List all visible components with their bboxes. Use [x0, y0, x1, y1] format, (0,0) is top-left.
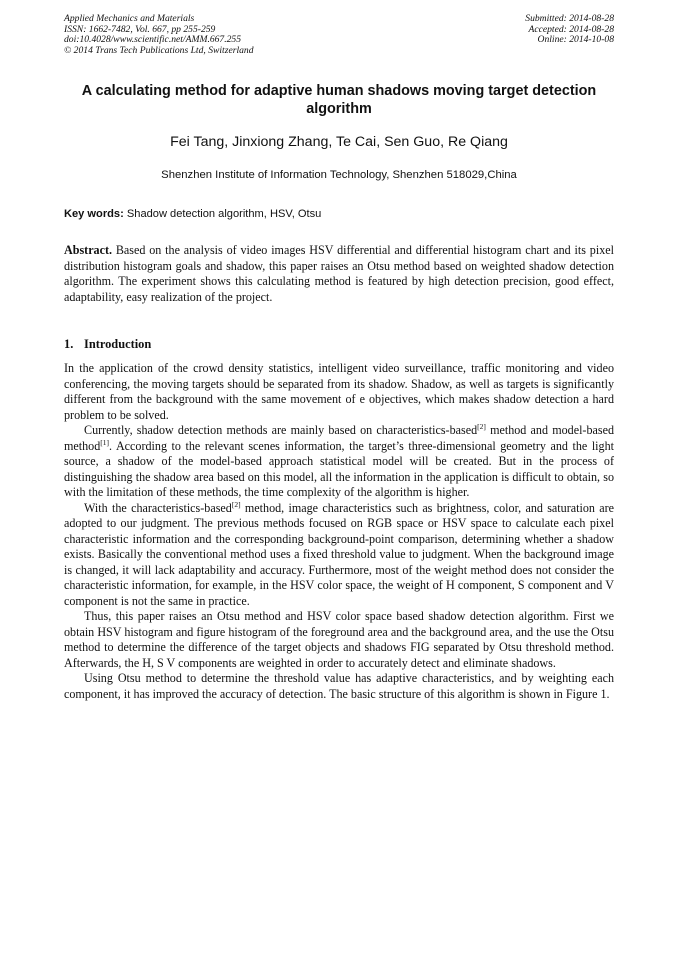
- date-submitted: Submitted: 2014-08-28: [525, 13, 614, 24]
- paragraph-2-part-c: . According to the relevant scenes information, the target’s three-dimensional geometry and the light source, a shadow of the model-based approach statistical model will be created. But in the process of distinguishing the shadow area based on this model, all the information in the application is difficult to obtain, so with the limitation of these methods, the time complexity of the algorithm is higher.: [64, 438, 614, 499]
- paper-title: A calculating method for adaptive human shadows moving target detection algorithm: [81, 83, 597, 117]
- paragraph-2-part-b: method and model-based method: [64, 423, 614, 453]
- keywords-text: Shadow detection algorithm, HSV, Otsu: [123, 208, 322, 220]
- abstract-label: Abstract.: [64, 243, 113, 257]
- submission-dates: [525, 14, 614, 46]
- journal-copyright: © 2014 Trans Tech Publications Ltd, Switzerland: [64, 44, 254, 56]
- date-online: Online: 2014-10-08: [537, 34, 614, 46]
- paragraph-2: [64, 423, 614, 501]
- paragraph-3-part-b: method, image characteristics such as brightness, color, and saturation are adopted to our judgment. The previous methods focused on RGB space or HSV space to calculate each pixel characteristic information and the corresponding background-point comparison, determining whether a shadow exists. Basically the conventional method uses a fixed threshold value to judgment. When the background image is changed, it will lack adaptability and accuracy. Furthermore, most of the weight method does not consider the characteristic information, for example, in the HSV color space, the weight of H component, S component and V component is not the same in practice.: [64, 500, 614, 608]
- journal-issn: ISSN: 1662-7482, Vol. 667, pp 255-259: [64, 23, 216, 35]
- paper-authors: Fei Tang, Jinxiong Zhang, Te Cai, Sen Guo, Re Qiang: [170, 134, 508, 150]
- paragraph-1: In the application of the crowd density statistics, intelligent video surveillance, traffic monitoring and video conferencing, the moving targets should be separated from its shadow. Shadow, as well as targets is significantly different from the background with the same movement of e objectives, which makes shadow detection a hard problem to be solved.: [64, 361, 614, 422]
- paragraph-3: [64, 501, 614, 610]
- paragraph-4: Thus, this paper raises an Otsu method and HSV color space based shadow detection algorithm. First we obtain HSV histogram and figure histogram of the foreground area and the background area, and the use the Otsu method to determine the difference of the target objects and shadows FIG separated by Otsu threshold method. Afterwards, the H, S V components are weighted in order to accurately detect and eliminate shadows.: [64, 609, 614, 670]
- abstract: [64, 243, 614, 305]
- author-affiliation: Shenzhen Institute of Information Technology, Shenzhen 518029,China: [161, 169, 517, 181]
- keywords-label: Key words:: [64, 208, 124, 220]
- date-accepted: Accepted: 2014-08-28: [528, 23, 614, 35]
- section-heading-introduction: [64, 337, 614, 352]
- citation-ref[interactable]: [2]: [231, 499, 241, 509]
- paragraph-5: Using Otsu method to determine the threshold value has adaptive characteristics, and by weighting each component, it has improved the accuracy of detection. The basic structure of this algorithm is shown in Figure 1.: [64, 671, 614, 701]
- abstract-text: Based on the analysis of video images HSV differential and differential histogram chart and its pixel distribution histogram goals and shadow, this paper raises an Otsu method based on weighted shadow detection algorithm. The experiment shows this calculating method is featured by high detection precision, good effect, adaptability, easy realization of the project.: [64, 243, 614, 304]
- section-title: Introduction: [84, 337, 152, 351]
- journal-doi: doi:10.4028/www.scientific.net/AMM.667.255: [64, 34, 242, 46]
- citation-ref[interactable]: [2]: [477, 422, 486, 431]
- section-number: 1.: [64, 337, 74, 351]
- introduction-body: [64, 361, 614, 702]
- paragraph-2-part-a: Currently, shadow detection methods are mainly based on characteristics-based: [84, 423, 478, 437]
- journal-info: [64, 14, 254, 56]
- citation-ref[interactable]: [1]: [100, 437, 110, 447]
- keywords: [64, 207, 614, 221]
- journal-name: Applied Mechanics and Materials: [64, 13, 195, 24]
- paragraph-3-part-a: With the characteristics-based: [84, 500, 232, 515]
